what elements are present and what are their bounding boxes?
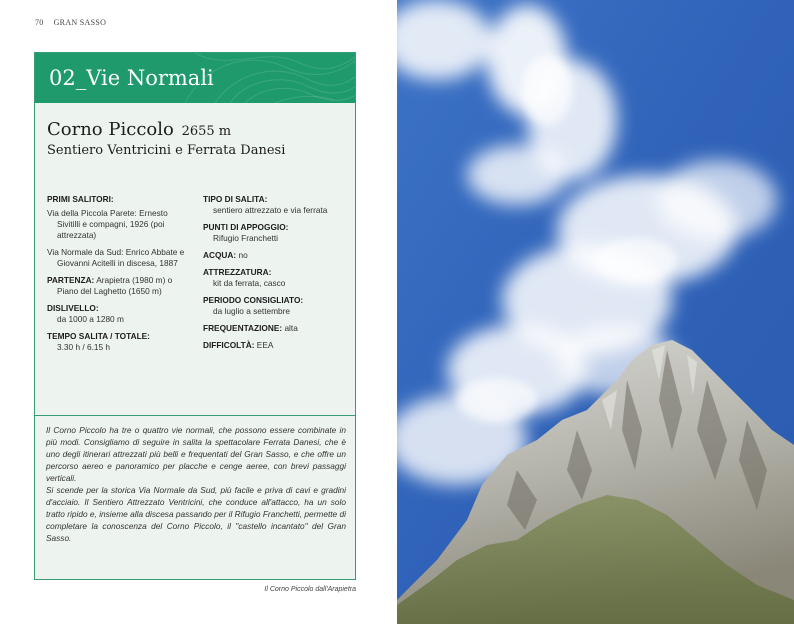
attrezzatura-label: ATTREZZATURA: bbox=[203, 267, 272, 277]
tipo-salita bbox=[203, 194, 351, 216]
attrezzatura bbox=[203, 267, 351, 289]
acqua bbox=[203, 250, 351, 261]
tempo-label: TEMPO SALITA / TOTALE: bbox=[47, 331, 150, 341]
description-paragraph-2: Si scende per la storica Via Normale da Sud, più facile e priva di cavi e gradini d'acciaio. Il Sentiero Attrezzato Ventricini, che conduce all'attacco, ha un solo tratto ripido e, insieme alla discesa passando per il Rifugio Franchetti, permette di completare la conoscenza del Corno Piccolo, il "castello incantato" del Gran Sasso. bbox=[46, 485, 346, 543]
tipo-value: sentiero attrezzato e via ferrata bbox=[213, 205, 328, 215]
section-name: GRAN SASSO bbox=[53, 18, 107, 27]
tipo-label: TIPO DI SALITA: bbox=[203, 194, 268, 204]
route-name-text: Corno Piccolo bbox=[47, 119, 174, 140]
partenza bbox=[47, 275, 187, 297]
periodo-value: da luglio a settembre bbox=[213, 306, 291, 316]
photo-caption: Il Corno Piccolo dall'Arapietra bbox=[264, 586, 356, 593]
primi-salitori-2-text: Via Normale da Sud: Enrico Abbate e Giovanni Acitelli in discesa, 1887 bbox=[47, 247, 185, 268]
acqua-value: no bbox=[238, 250, 248, 260]
dislivello bbox=[47, 303, 187, 325]
card-header bbox=[35, 53, 355, 103]
frequentazione bbox=[203, 323, 351, 334]
card-divider bbox=[35, 415, 355, 416]
punti-value: Rifugio Franchetti bbox=[213, 233, 279, 243]
route-subtitle: Sentiero Ventricini e Ferrata Danesi bbox=[47, 143, 286, 158]
description-paragraph-1: Il Corno Piccolo ha tre o quattro vie normali, che possono essere combinate in più modi. Consigliamo di seguire in salita la spettacolare Ferrata Danesi, che è uno degli itinerari attrezzati più belli e frequentati del Gran Sasso, e che offre un percorso aereo e panoramico per placche e cenge aeree, con brevi passaggi verticali. bbox=[46, 425, 346, 483]
frequentazione-value: alta bbox=[284, 323, 298, 333]
mountain-photo bbox=[397, 0, 794, 624]
route-name bbox=[47, 119, 231, 140]
route-description bbox=[46, 424, 346, 544]
info-column-left bbox=[47, 194, 187, 359]
route-elevation: 2655 m bbox=[181, 124, 232, 139]
periodo bbox=[203, 295, 351, 317]
corno-piccolo-photo bbox=[397, 0, 794, 624]
tempo bbox=[47, 331, 187, 353]
info-column-right bbox=[203, 194, 351, 357]
punti-appoggio bbox=[203, 222, 351, 244]
partenza-label: PARTENZA: bbox=[47, 275, 95, 285]
difficolta-value: EEA bbox=[256, 340, 274, 350]
card-title: 02_Vie Normali bbox=[49, 66, 214, 90]
punti-label: PUNTI DI APPOGGIO: bbox=[203, 222, 289, 232]
primi-salitori-2 bbox=[47, 247, 187, 269]
difficolta-label: DIFFICOLTÀ: bbox=[203, 340, 255, 350]
periodo-label: PERIODO CONSIGLIATO: bbox=[203, 295, 304, 305]
acqua-label: ACQUA: bbox=[203, 250, 237, 260]
page-number: 70 bbox=[35, 18, 44, 27]
frequentazione-label: FREQUENTAZIONE: bbox=[203, 323, 283, 333]
tempo-value: 3.30 h / 6.15 h bbox=[57, 342, 111, 352]
dislivello-label: DISLIVELLO: bbox=[47, 303, 99, 313]
primi-salitori-1-text: Via della Piccola Parete: Ernesto Sivitilli e compagni, 1926 (poi attrezzata) bbox=[47, 208, 168, 240]
dislivello-value: da 1000 a 1280 m bbox=[57, 314, 124, 324]
primi-salitori-label: PRIMI SALITORI: bbox=[47, 194, 114, 204]
difficolta bbox=[203, 340, 351, 351]
route-info-card bbox=[34, 52, 356, 580]
primi-salitori-1 bbox=[47, 208, 187, 241]
running-head bbox=[35, 18, 106, 27]
partenza-value: Arapietra (1980 m) o Piano del Laghetto (1650 m) bbox=[57, 275, 173, 296]
attrezzatura-value: kit da ferrata, casco bbox=[213, 278, 286, 288]
